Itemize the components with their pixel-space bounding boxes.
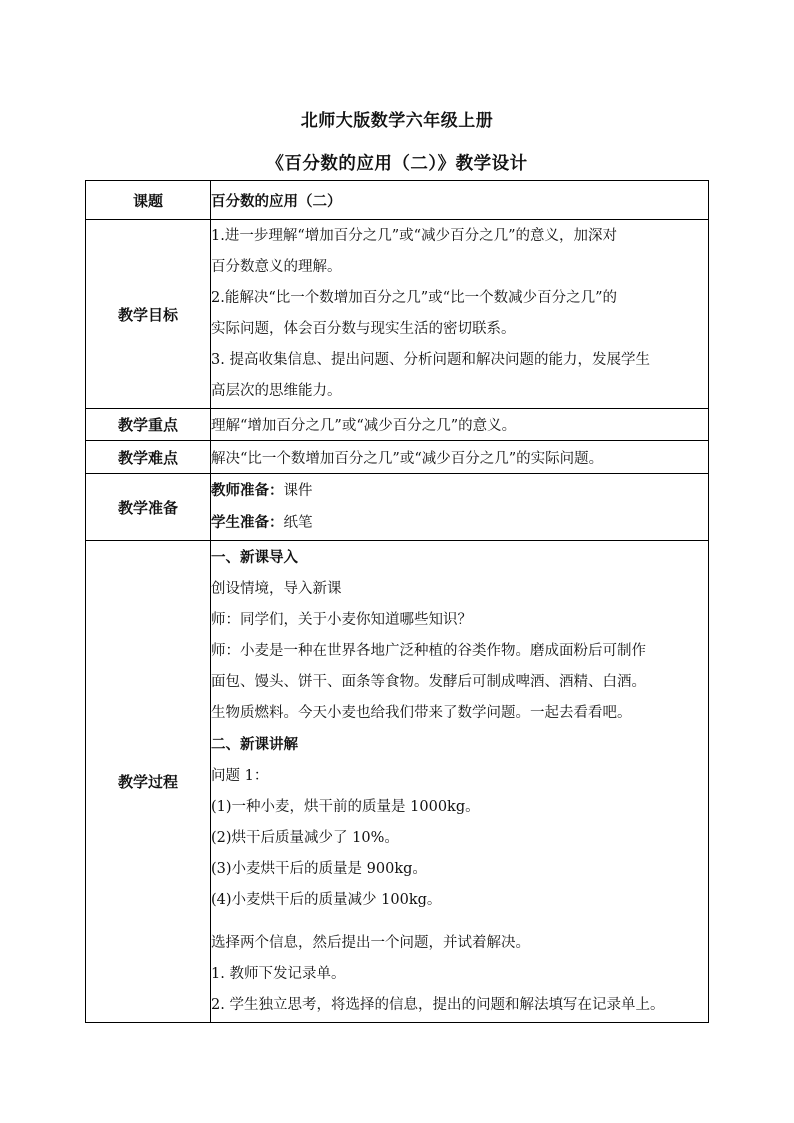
process-line: (2)烘干后质量减少了 10%。 (211, 830, 399, 846)
row-key-points (86, 409, 709, 441)
student-preparation-value: 纸笔 (283, 515, 313, 531)
process-line: 选择两个信息，然后提出一个问题，并试着解决。 (211, 935, 530, 951)
row-goals (86, 220, 709, 409)
process-line: 生物质燃料。今天小麦也给我们带来了数学问题。一起去看看吧。 (211, 705, 632, 721)
process-line: 创设情境，导入新课 (211, 581, 342, 597)
student-preparation (211, 507, 708, 539)
difficulties-value: 解决“比一个数增加百分之几”或“减少百分之几”的实际问题。 (211, 441, 709, 474)
section-heading-lecture: 二、新课讲解 (211, 736, 298, 753)
process-line: 1. 教师下发记录单。 (211, 966, 346, 982)
row-difficulties (86, 441, 709, 474)
lesson-plan-table (85, 180, 709, 1023)
process-line: (1)一种小麦，烘干前的质量是 1000kg。 (211, 799, 480, 815)
teacher-preparation (211, 475, 708, 507)
goal-line: 高层次的思维能力。 (211, 383, 342, 399)
row-topic (86, 181, 709, 220)
difficulties-label: 教学难点 (86, 441, 211, 474)
goals-label: 教学目标 (86, 220, 211, 409)
goal-line: 实际问题，体会百分数与现实生活的密切联系。 (211, 321, 516, 337)
process-line: 面包、馒头、饼干、面条等食物。发酵后可制成啤酒、酒精、白酒。 (211, 674, 646, 690)
teacher-preparation-label: 教师准备： (211, 482, 284, 499)
preparation-label: 教学准备 (86, 474, 211, 541)
goal-line: 2.能解决“比一个数增加百分之几”或“比一个数减少百分之几”的 (211, 290, 617, 306)
key-points-label: 教学重点 (86, 409, 211, 441)
key-points-value: 理解“增加百分之几”或“减少百分之几”的意义。 (211, 409, 709, 441)
process-label: 教学过程 (86, 541, 211, 1023)
process-line: 师：同学们，关于小麦你知道哪些知识？ (211, 612, 472, 628)
document-title: 北师大版数学六年级上册 (300, 111, 494, 131)
document-subtitle: 《百分数的应用（二）》教学设计 (266, 154, 528, 174)
process-line: (4)小麦烘干后的质量减少 100kg。 (211, 892, 442, 908)
process-line: 2. 学生独立思考，将选择的信息，提出的问题和解法填写在记录单上。 (211, 997, 665, 1013)
process-line: 问题 1： (211, 768, 269, 784)
process-line: 师：小麦是一种在世界各地广泛种植的谷类作物。磨成面粉后可制作 (211, 643, 646, 659)
topic-label: 课题 (86, 181, 211, 220)
goal-line: 1.进一步理解“增加百分之几”或“减少百分之几”的意义，加深对 (211, 228, 617, 244)
student-preparation-label: 学生准备： (211, 514, 284, 531)
row-process (86, 541, 709, 1023)
row-preparation (86, 474, 709, 541)
process-line: (3)小麦烘干后的质量是 900kg。 (211, 861, 427, 877)
goal-line: 3. 提高收集信息、提出问题、分析问题和解决问题的能力，发展学生 (211, 352, 650, 368)
teacher-preparation-value: 课件 (283, 483, 313, 499)
goal-line: 百分数意义的理解。 (211, 259, 342, 275)
topic-value: 百分数的应用（二） (211, 192, 342, 210)
section-heading-intro: 一、新课导入 (211, 549, 298, 566)
spacer (211, 916, 708, 928)
